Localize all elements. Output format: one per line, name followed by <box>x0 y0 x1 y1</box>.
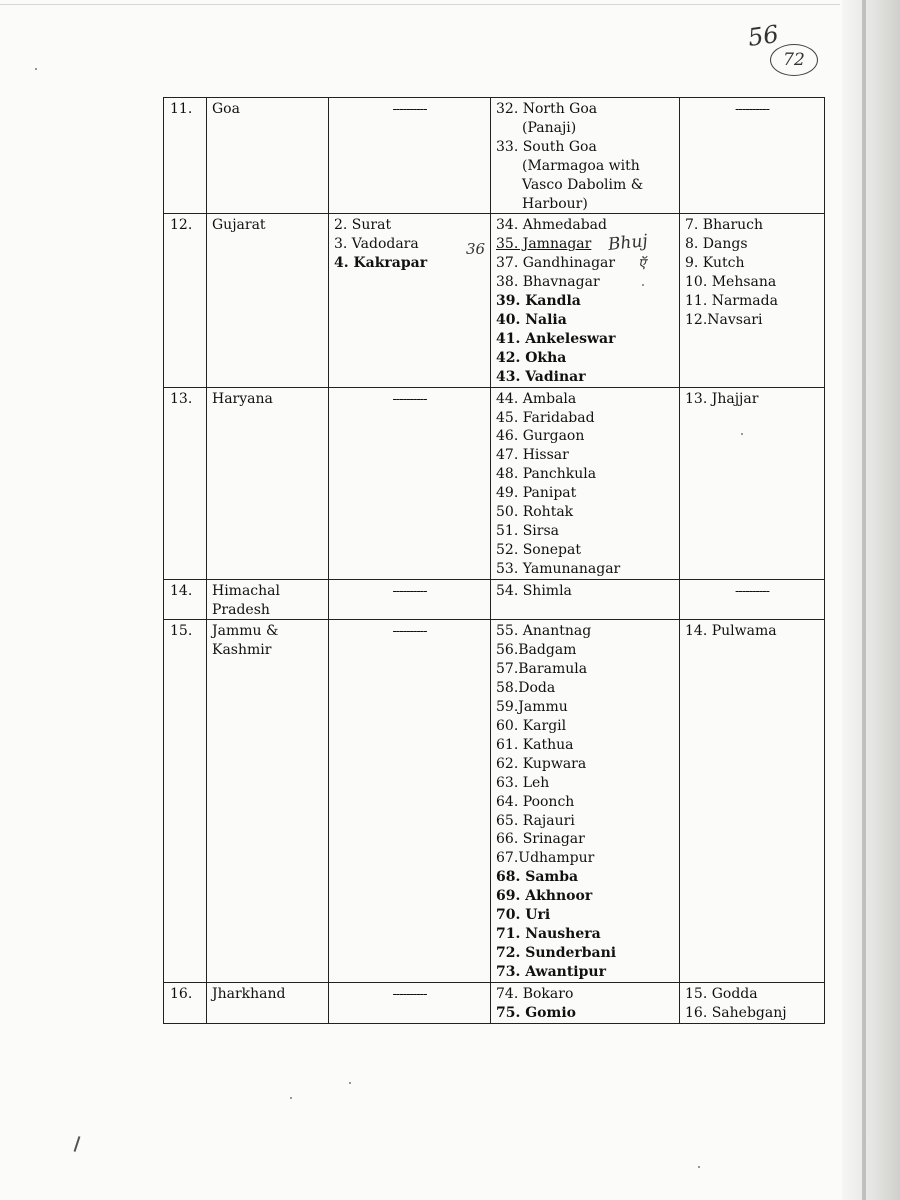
col3-cell <box>329 387 491 579</box>
handwritten-annotation: Bhuj <box>607 230 649 256</box>
district-entry: 73. Awantipur <box>496 963 606 980</box>
state-cell <box>207 214 329 387</box>
col3-cell <box>329 620 491 982</box>
scan-edge-line <box>862 0 866 1200</box>
district-entry: Vasco Dabolim & <box>522 176 644 193</box>
district-entry: 70. Uri <box>496 907 551 924</box>
district-entry: 69. Akhnoor <box>496 888 593 905</box>
empty-dash-placeholder: ---------- <box>735 102 769 117</box>
col3-cell <box>329 982 491 1023</box>
col4-cell <box>491 214 680 387</box>
district-entry: 4. Kakrapar <box>334 255 428 272</box>
col5-cell <box>680 579 825 620</box>
table-row <box>164 98 825 214</box>
district-entry: 13. Jhajjar <box>685 390 759 407</box>
state-cell <box>207 620 329 982</box>
serial-number-cell: 14. <box>164 579 207 620</box>
serial-number-cell: 13. <box>164 387 207 579</box>
empty-dash-placeholder: ---------- <box>392 986 427 1002</box>
district-entry: 35. Jamnagar <box>496 236 592 253</box>
table-row <box>164 214 825 387</box>
col5-cell <box>680 387 825 579</box>
district-entry: 48. Panchkula <box>496 466 597 483</box>
state-name-line: Jharkhand <box>212 985 286 1002</box>
district-entry: 38. Bhavnagar <box>496 274 600 291</box>
scan-speck <box>698 1166 700 1168</box>
district-entry: 37. Gandhinagar <box>496 255 616 272</box>
district-entry: 11. Narmada <box>685 293 778 310</box>
district-entry: (Marmagoa with <box>522 157 640 174</box>
state-cell <box>207 387 329 579</box>
district-entry: 40. Nalia <box>496 311 567 328</box>
district-entry: 50. Rohtak <box>496 504 574 521</box>
district-entry: 59.Jammu <box>496 699 568 716</box>
district-entry: 67.Udhampur <box>496 850 595 867</box>
table-row <box>164 982 825 1023</box>
table-body <box>164 98 825 1024</box>
district-entry: 33. South Goa <box>496 138 597 155</box>
district-entry: 7. Bharuch <box>685 217 764 234</box>
col4-cell <box>491 387 680 579</box>
col5-cell <box>680 214 825 387</box>
district-entry: 52. Sonepat <box>496 541 581 558</box>
district-entry: 44. Ambala <box>496 390 577 407</box>
district-entry: 62. Kupwara <box>496 755 587 772</box>
empty-dash-placeholder: ---------- <box>392 102 427 117</box>
district-entry: 47. Hissar <box>496 447 569 464</box>
margin-annotation-number: 36 <box>466 240 486 258</box>
scan-speck <box>741 433 743 435</box>
handwritten-mark: ऍ <box>638 256 646 272</box>
district-entry: 39. Kandla <box>496 293 581 310</box>
state-name-line: Gujarat <box>212 217 266 234</box>
district-entry: 8. Dangs <box>685 236 748 253</box>
col4-cell <box>491 982 680 1023</box>
state-name-line: Pradesh <box>212 601 270 618</box>
district-entry: 61. Kathua <box>496 736 574 753</box>
district-entry: (Panaji) <box>522 119 577 136</box>
district-entry: 9. Kutch <box>685 255 745 272</box>
col5-cell <box>680 620 825 982</box>
serial-number-cell: 15. <box>164 620 207 982</box>
scan-top-line <box>0 4 840 5</box>
col4-cell <box>491 98 680 214</box>
empty-dash-placeholder: ---------- <box>392 391 427 407</box>
district-entry: 42. Okha <box>496 349 567 366</box>
district-entry: 56.Badgam <box>496 642 577 659</box>
district-entry: 41. Ankeleswar <box>496 330 616 347</box>
district-entry: 63. Leh <box>496 774 550 791</box>
district-entry: 45. Faridabad <box>496 409 595 426</box>
empty-dash-placeholder: ---------- <box>392 583 427 599</box>
district-entry: 64. Poonch <box>496 793 575 810</box>
district-entry: 15. Godda <box>685 985 758 1002</box>
state-name-line: Kashmir <box>212 642 272 659</box>
table-row <box>164 620 825 982</box>
page-folio-number: 56 <box>746 20 781 52</box>
col4-cell <box>491 579 680 620</box>
state-cell <box>207 982 329 1023</box>
district-entry: 55. Anantnag <box>496 623 592 640</box>
district-entry: 60. Kargil <box>496 718 567 734</box>
district-entry: 68. Samba <box>496 869 579 886</box>
district-entry: 54. Shimla <box>496 582 572 599</box>
district-entry: 74. Bokaro <box>496 985 574 1002</box>
state-name-line: Haryana <box>212 390 273 407</box>
district-entry: 3. Vadodara <box>334 236 419 253</box>
district-entry: 53. Yamunanagar <box>496 560 621 577</box>
district-entry: 71. Naushera <box>496 925 601 942</box>
district-entry: 46. Gurgaon <box>496 428 585 445</box>
state-name-line: Himachal <box>212 582 280 599</box>
scan-edge-shadow <box>842 0 900 1200</box>
district-entry: Harbour) <box>522 195 588 212</box>
district-entry: 10. Mehsana <box>685 274 777 291</box>
district-entry: 65. Rajauri <box>496 812 575 829</box>
district-entry: 51. Sirsa <box>496 522 560 539</box>
col5-cell <box>680 98 825 214</box>
serial-number-cell: 16. <box>164 982 207 1023</box>
district-entry: 58.Doda <box>496 680 556 697</box>
district-entry: 34. Ahmedabad <box>496 217 607 234</box>
district-entry: 57.Baramula <box>496 661 588 678</box>
district-entry: 32. North Goa <box>496 101 598 117</box>
district-entry: 12.Navsari <box>685 311 763 328</box>
district-entry: 72. Sunderbani <box>496 944 617 961</box>
col4-cell <box>491 620 680 982</box>
district-entry: 49. Panipat <box>496 485 577 502</box>
district-entry: 14. Pulwama <box>685 623 777 640</box>
scan-speck <box>642 284 644 286</box>
scan-speck <box>290 1097 292 1099</box>
scan-speck <box>35 68 37 70</box>
district-entry: 43. Vadinar <box>496 368 586 385</box>
serial-number-cell: 12. <box>164 214 207 387</box>
empty-dash-placeholder: ---------- <box>735 583 769 599</box>
serial-number-cell: 11. <box>164 98 207 214</box>
district-entry: 2. Surat <box>334 217 392 234</box>
state-name-line: Goa <box>212 101 240 117</box>
district-entry: 75. Gomio <box>496 1004 576 1021</box>
district-entry: 66. Srinagar <box>496 831 585 848</box>
table-row <box>164 387 825 579</box>
district-entry: 16. Sahebganj <box>685 1004 787 1021</box>
scan-scratch <box>74 1136 81 1152</box>
empty-dash-placeholder: ---------- <box>392 624 427 640</box>
col5-cell <box>680 982 825 1023</box>
district-list-table <box>163 97 825 1024</box>
col3-cell <box>329 579 491 620</box>
state-cell <box>207 98 329 214</box>
table-row <box>164 579 825 620</box>
state-name-line: Jammu & <box>212 623 279 640</box>
page-circled-number: 72 <box>770 44 818 76</box>
scan-speck <box>349 1082 351 1084</box>
col3-cell <box>329 98 491 214</box>
state-cell <box>207 579 329 620</box>
